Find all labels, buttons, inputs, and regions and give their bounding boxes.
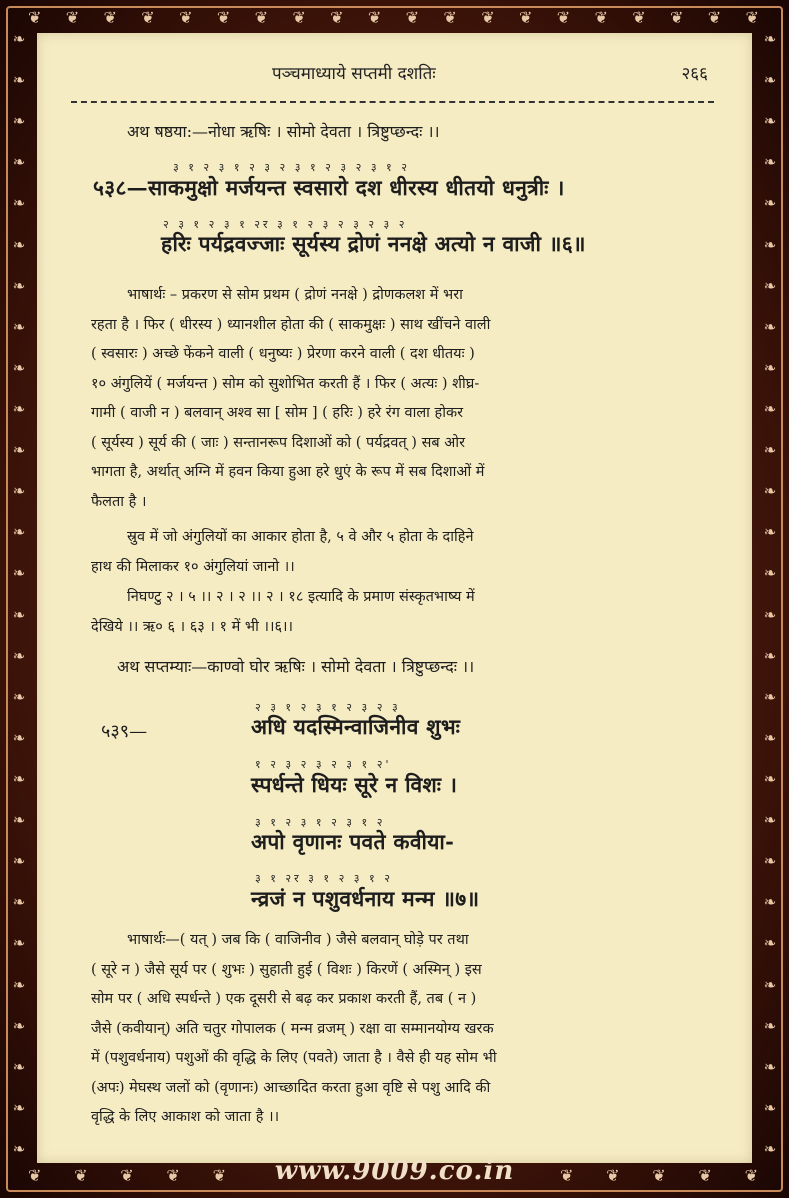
bhavarth-line: ( स्वसारः ) अच्छे फेंकने वाली ( धनुष्यः ) प्रेरणा करने वाली ( दश धीतयः ) [91,346,475,362]
mantra7-intro: अथ सप्तम्याः—काण्वो घोर ऋषिः । सोमो देवता । त्रिष्टुप्छन्दः ।। [117,657,475,676]
mantra7-accent-4: ३ १ २र ३ १ २ ३ १ २ [255,872,393,885]
mantra6-reference [91,583,721,642]
bhavarth-line: जैसे (कवीयान्) अति चतुर गोपालक ( मन्म व्रजम् ) रक्षा वा सम्मानयोग्य खरक [91,1020,494,1037]
reference-line: देखिये ।। ऋ० ६ । ६३ । १ में भी ।।६।। [91,618,294,635]
bhavarth-line: गामी ( वाजी न ) बलवान् अश्व सा [ सोम ] ( हरिः ) हरे रंग वाला होकर [91,405,464,421]
bhavarth-line: (अपः) मेघस्थ जलों को (वृणानः) आच्छादित करता हुआ वृष्टि से पशु आदि की [91,1079,491,1096]
bhavarth-line: रहता है । फिर ( धीरस्य ) ध्यानशील होता की ( साकमुक्षः ) साथ खींचने वाली [91,316,491,333]
mantra7-verse-line-3: अपो वृणानः पवते कवीया- [251,829,455,854]
note-line: हाथ की मिलाकर १० अंगुलियां जानो ।। [91,558,295,575]
bhavarth-line: भाषार्थः—( यत् ) जब कि ( वाजिनीव ) जैसे बलवान् घोड़े पर तथा [127,932,469,948]
bhavarth-line: ( सूरे न ) जैसे सूर्य पर ( शुभः ) सुहाती हुई ( विशः ) किरणें ( अस्मिन् ) इस [91,961,482,978]
bhavarth-line: सोम पर ( अधि स्पर्धन्ते ) एक दूसरी से बढ़ कर प्रकाश करती हैं, तब ( न ) [91,991,477,1007]
website-watermark: www.9009.co.in [274,1156,515,1186]
mantra7-number: ५३९— [101,721,148,742]
page-number: २६६ [681,64,708,84]
mantra6-note [91,523,721,582]
mantra7-verse-line-1: अधि यदस्मिन्वाजिनीव शुभः [251,714,461,739]
mantra7-verse-line-2: स्पर्धन्ते धियः सूरे न विशः । [251,772,458,797]
book-page [37,33,752,1163]
mantra7-accent-1: २ ३ १ २ ३ १ २ ३ २ ३ [255,701,401,714]
bhavarth-line: भागता है, अर्थात् अग्नि में हवन किया हुआ हरे धुएं के रूप में सब दिशाओं में [91,464,485,480]
mantra6-accent-1: ३ १ २ ३ १ २ ३ २ ३ १ २ ३ २ ३ १ २ [173,161,410,174]
mantra7-verse-line-4: न्व्रजं न पशुवर्धनाय मन्म ॥७॥ [251,886,480,911]
mantra7-bhavarth [91,926,721,1133]
header-divider [71,101,714,103]
bhavarth-line: १० अंगुलियें ( मर्जयन्त ) सोम को सुशोभित करती हैं । फिर ( अत्यः ) शीघ्र- [91,375,480,392]
mantra6-verse-line-2: हरिः पर्यद्रवज्जाः सूर्यस्य द्रोणं ननक्षे अत्यो न वाजी ॥६॥ [161,231,586,256]
mantra6-bhavarth [91,281,721,517]
mantra6-accent-2: २ ३ १ २ ३ १ २र ३ १ २ ३ २ ३ २ ३ २ [163,218,408,231]
mantra6-intro: अथ षष्ठया:—नोधा ऋषिः । सोमो देवता । त्रिष्टुप्छन्दः ।। [127,122,440,141]
bottom-right-ornament-row: ❦ ❦ ❦ ❦ ❦ [560,1166,760,1185]
bhavarth-line: ( सूर्यस्य ) सूर्य की ( जाः ) सन्तानरूप दिशाओं को ( पर्यद्रवत् ) सब ओर [91,434,466,451]
bhavarth-line: में (पशुवर्धनाय) पशुओं की वृद्धि के लिए (पवते) जाता है । वैसे ही यह सोम भी [91,1050,497,1066]
right-ornament-column: ❧ ❧ ❧ ❧ ❧ ❧ ❧ ❧ ❧ ❧ ❧ ❧ ❧ ❧ ❧ ❧ ❧ ❧ ❧ ❧ ❧ ❧ ❧ ❧ ❧ ❧ ❧ ❧ [763,30,777,1158]
note-line: स्रुव में जो अंगुलियों का आकार होता है, ५ वे और ५ होता के दाहिने [127,529,474,545]
page-header [37,61,752,91]
bottom-left-ornament-row: ❦ ❦ ❦ ❦ ❦ [28,1166,228,1185]
mantra7-accent-2: १ २ ३ २ ३ २ ३ १ २' [255,758,392,771]
bhavarth-line: वृद्धि के लिए आकाश को जाता है ।। [91,1109,280,1125]
top-ornament-row: ❦ ❦ ❦ ❦ ❦ ❦ ❦ ❦ ❦ ❦ ❦ ❦ ❦ ❦ ❦ ❦ ❦ ❦ ❦ ❦ [28,8,761,27]
bhavarth-line: फैलता है । [91,493,147,510]
reference-line: निघण्टु २ । ५ ।। २ । २ ।। २ । १८ इत्यादि के प्रमाण संस्कृतभाष्य में [127,589,475,605]
bhavarth-line: भाषार्थः – प्रकरण से सोम प्रथम ( द्रोणं ननक्षे ) द्रोणकलश में भरा [127,287,463,303]
mantra6-verse-line-1: ५३८—साकमुक्षो मर्जयन्त स्वसारो दश धीरस्य धीतयो धनुत्रीः । [93,175,565,200]
left-ornament-column: ❧ ❧ ❧ ❧ ❧ ❧ ❧ ❧ ❧ ❧ ❧ ❧ ❧ ❧ ❧ ❧ ❧ ❧ ❧ ❧ ❧ ❧ ❧ ❧ ❧ ❧ ❧ ❧ [12,30,26,1158]
chapter-title: पञ्चमाध्याये सप्तमी दशतिः [272,64,436,84]
mantra7-accent-3: ३ १ २ ३ १ २ ३ १ २ [255,816,386,829]
